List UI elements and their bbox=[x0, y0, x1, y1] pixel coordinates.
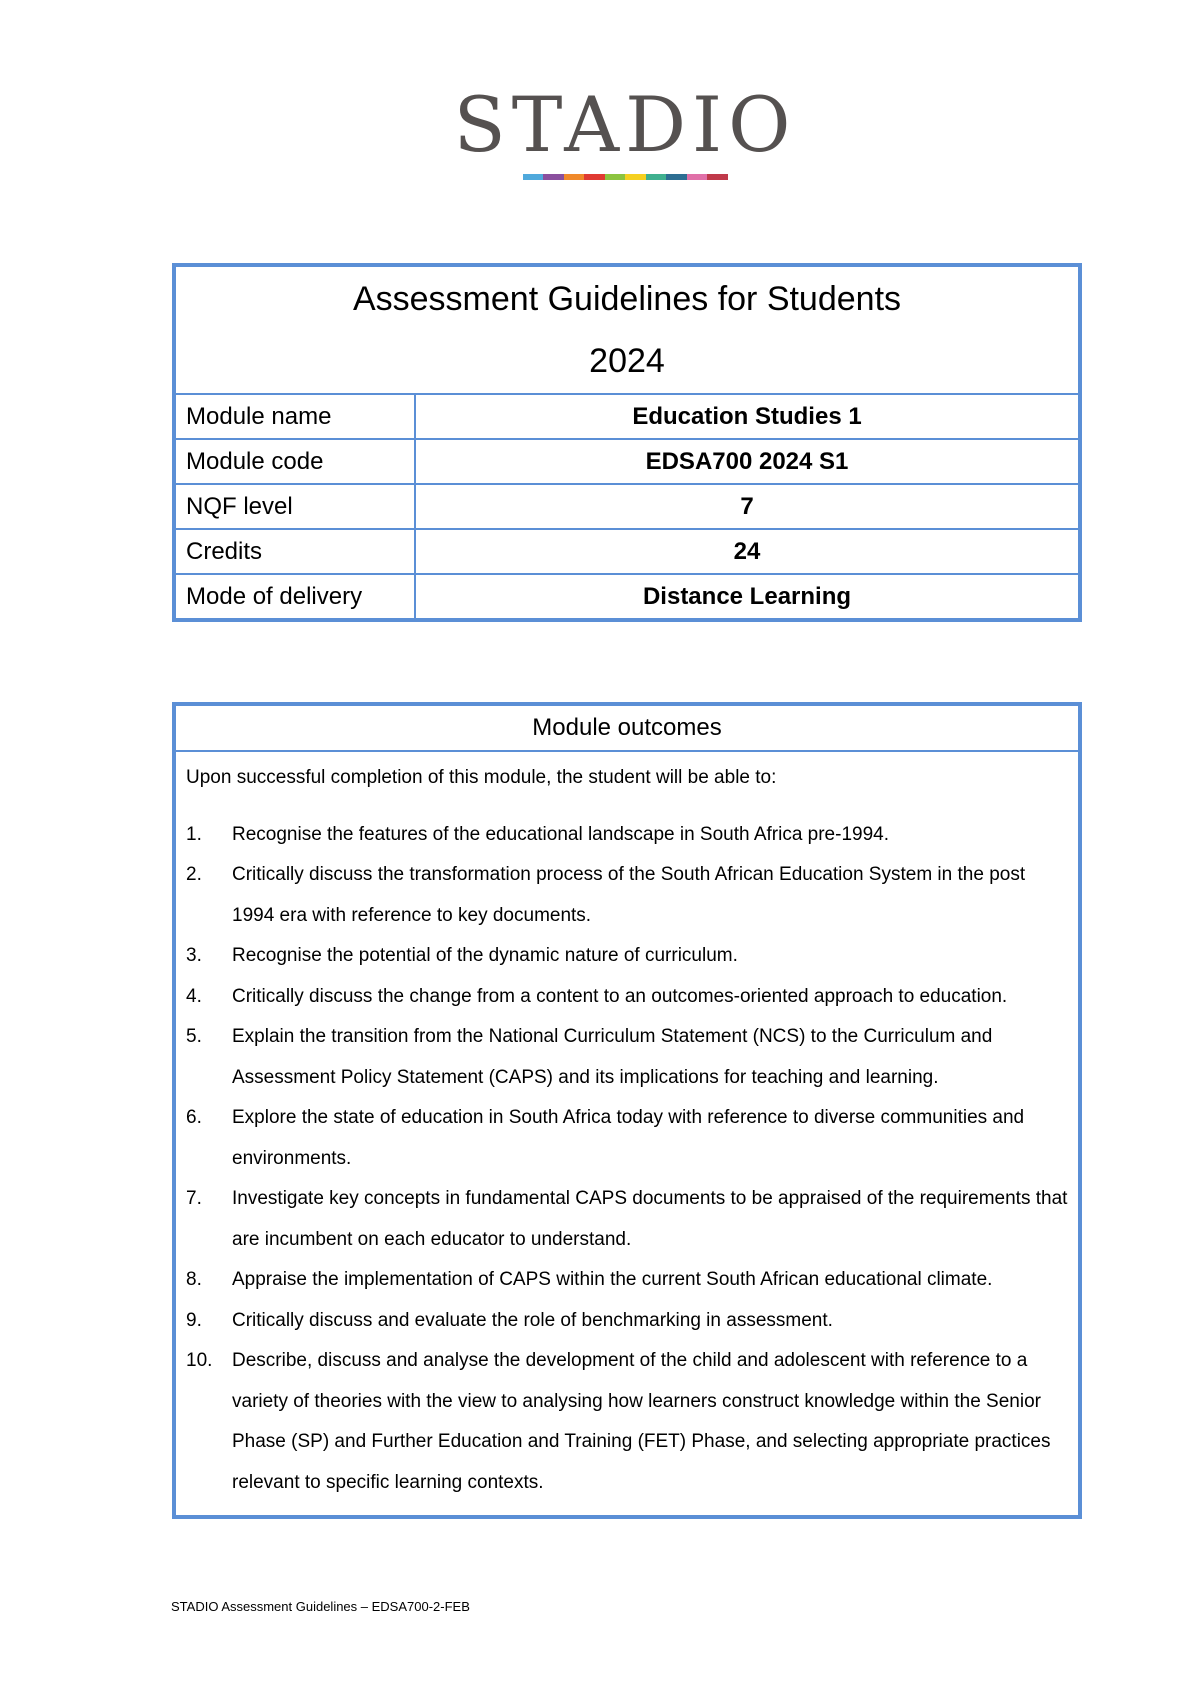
detail-value: Education Studies 1 bbox=[415, 394, 1080, 439]
logo-stripe bbox=[707, 174, 728, 180]
outcome-number: 7. bbox=[186, 1188, 202, 1209]
logo-stripe bbox=[543, 174, 564, 180]
document-title: Assessment Guidelines for Students bbox=[352, 280, 902, 318]
detail-row bbox=[174, 439, 1080, 484]
document-title-cell bbox=[174, 265, 1080, 394]
logo-stripe bbox=[625, 174, 646, 180]
outcome-text: Recognise the features of the educational landscape in South Africa pre-1994. bbox=[232, 823, 889, 845]
outcome-item bbox=[186, 815, 1068, 856]
outcome-text: Critically discuss the transformation process of the South African Education System in the post 1994 era with reference to key documents. bbox=[232, 864, 1026, 926]
page-footer: STADIO Assessment Guidelines – EDSA700-2-FEB bbox=[171, 1599, 470, 1614]
outcome-text: Explain the transition from the National Curriculum Statement (NCS) to the Curriculum and Assessment Policy Statement (CAPS) and its implications for teaching and learning. bbox=[232, 1026, 993, 1088]
outcome-item bbox=[186, 1260, 1068, 1301]
outcome-text: Critically discuss and evaluate the role of benchmarking in assessment. bbox=[232, 1309, 833, 1331]
outcomes-list bbox=[186, 815, 1068, 1504]
outcome-item bbox=[186, 1341, 1068, 1503]
outcome-text: Recognise the potential of the dynamic nature of curriculum. bbox=[232, 945, 738, 966]
outcome-item bbox=[186, 1179, 1068, 1260]
outcome-text: Describe, discuss and analyse the development of the child and adolescent with reference to a variety of theories with the view to analysing how learners construct knowledge within the Senior Phase (SP) and Further Education and Training (FET) Phase, and selecting appropriate practices relevant to specific learning contexts. bbox=[232, 1350, 1051, 1493]
outcomes-intro: Upon successful completion of this module, the student will be able to: bbox=[186, 767, 777, 788]
logo-wordmark: STADIO bbox=[453, 80, 797, 169]
outcome-text: Explore the state of education in South Africa today with reference to diverse communities and environments. bbox=[232, 1107, 1025, 1169]
outcome-number: 5. bbox=[186, 1026, 202, 1047]
outcome-number: 1. bbox=[186, 823, 202, 845]
outcome-item bbox=[186, 1017, 1068, 1098]
outcome-number: 4. bbox=[186, 985, 202, 1007]
logo-stripe bbox=[605, 174, 626, 180]
detail-value: 24 bbox=[415, 529, 1080, 574]
detail-label: Module name bbox=[174, 394, 415, 439]
detail-row bbox=[174, 529, 1080, 574]
outcome-number: 8. bbox=[186, 1269, 202, 1290]
detail-value: EDSA700 2024 S1 bbox=[415, 439, 1080, 484]
outcome-number: 2. bbox=[186, 864, 202, 885]
detail-value: Distance Learning bbox=[415, 574, 1080, 620]
outcome-text: Critically discuss the change from a content to an outcomes-oriented approach to education. bbox=[232, 985, 1008, 1007]
detail-row bbox=[174, 574, 1080, 620]
logo-stripe bbox=[646, 174, 667, 180]
detail-label: Module code bbox=[174, 439, 415, 484]
logo-stripe bbox=[523, 174, 544, 180]
detail-label: Mode of delivery bbox=[174, 574, 415, 620]
logo-stripe bbox=[564, 174, 585, 180]
outcome-number: 3. bbox=[186, 945, 202, 966]
module-details-table bbox=[172, 263, 1082, 622]
detail-value: 7 bbox=[415, 484, 1080, 529]
outcome-number: 6. bbox=[186, 1107, 202, 1128]
outcome-text: Appraise the implementation of CAPS within the current South African educational climate. bbox=[232, 1269, 993, 1290]
outcome-text: Investigate key concepts in fundamental CAPS documents to be appraised of the requirements that are incumbent on each educator to understand. bbox=[232, 1188, 1068, 1250]
outcomes-body bbox=[174, 751, 1080, 1517]
outcome-item bbox=[186, 855, 1068, 936]
outcome-number: 9. bbox=[186, 1309, 202, 1331]
outcome-item bbox=[186, 977, 1068, 1018]
stadio-logo bbox=[450, 80, 800, 190]
outcome-item bbox=[186, 1098, 1068, 1179]
detail-label: Credits bbox=[174, 529, 415, 574]
outcome-item bbox=[186, 1301, 1068, 1342]
outcome-number: 10. bbox=[186, 1350, 213, 1371]
logo-stripe bbox=[584, 174, 605, 180]
outcome-item bbox=[186, 936, 1068, 977]
document-year: 2024 bbox=[589, 342, 665, 380]
module-outcomes-table bbox=[172, 702, 1082, 1519]
detail-label: NQF level bbox=[174, 484, 415, 529]
logo-color-stripes bbox=[523, 174, 728, 180]
outcomes-heading: Module outcomes bbox=[174, 704, 1080, 751]
logo-stripe bbox=[687, 174, 708, 180]
detail-row bbox=[174, 484, 1080, 529]
logo-stripe bbox=[666, 174, 687, 180]
detail-row bbox=[174, 394, 1080, 439]
